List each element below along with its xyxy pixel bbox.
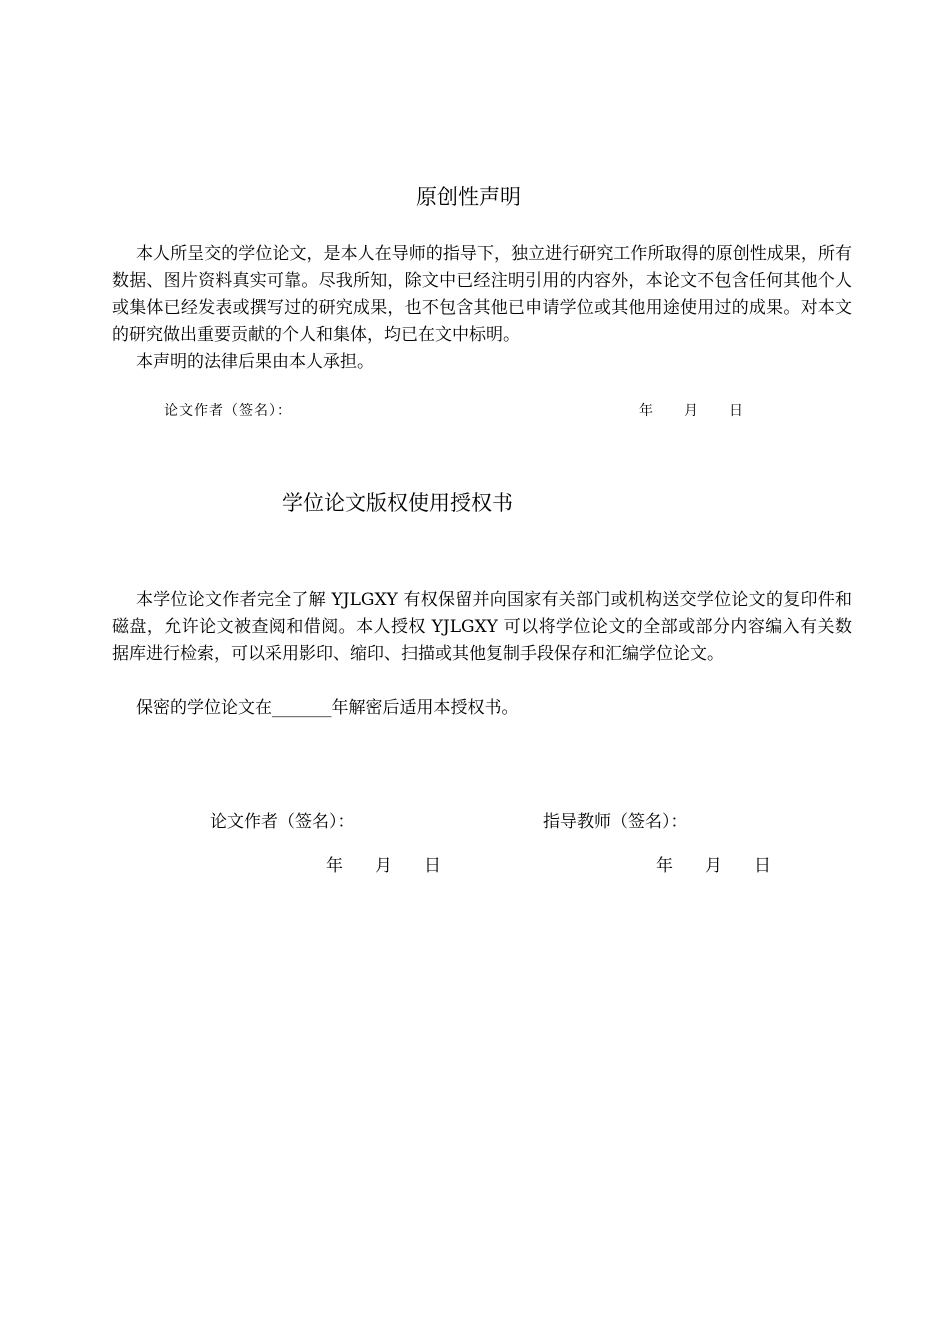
originality-signature-label: 论文作者（签名）： [164, 403, 292, 419]
advisor-date [656, 851, 771, 876]
originality-title: 原创性声明 [416, 185, 521, 209]
date-year: 年 [326, 856, 343, 876]
date-month: 月 [705, 856, 722, 876]
originality-date [639, 400, 744, 420]
originality-paragraph-1: 本人所呈交的学位论文，是本人在导师的指导下，独立进行研究工作所取得的原创性成果，所有数据、图片资料真实可靠。尽我所知，除文中已经注明引用的内容外，本论文不包含任何其他个人或集体已经发表或撰写过的研究成果，也不包含其他已申请学位或其他用途使用过的成果。对本文的研究做出重要贡献的个人和集体，均已在文中标明。 [112, 244, 852, 345]
authorization-paragraph-1: 本学位论文作者完全了解 YJLGXY 有权保留并向国家有关部门或机构送交学位论文的复印件和磁盘，允许论文被查阅和借阅。本人授权 YJLGXY 可以将学位论文的全部或部分内容编入有关数据库进行检索，可以采用影印、缩印、扫描或其他复制手段保存和汇编学位论文。 [112, 590, 852, 664]
date-day: 日 [729, 403, 744, 419]
authorization-paragraph-2: 保密的学位论文在_______年解密后适用本授权书。 [136, 698, 519, 718]
date-year: 年 [639, 403, 654, 419]
authorization-title: 学位论文版权使用授权书 [282, 491, 513, 515]
date-day: 日 [424, 856, 441, 876]
originality-paragraph-2: 本声明的法律后果由本人承担。 [136, 352, 374, 372]
date-month: 月 [375, 856, 392, 876]
date-day: 日 [754, 856, 771, 876]
author-signature-label: 论文作者（签名）： [210, 812, 355, 832]
author-date [326, 851, 441, 876]
date-month: 月 [684, 403, 699, 419]
date-year: 年 [656, 856, 673, 876]
advisor-signature-label: 指导教师（签名）： [543, 812, 688, 832]
